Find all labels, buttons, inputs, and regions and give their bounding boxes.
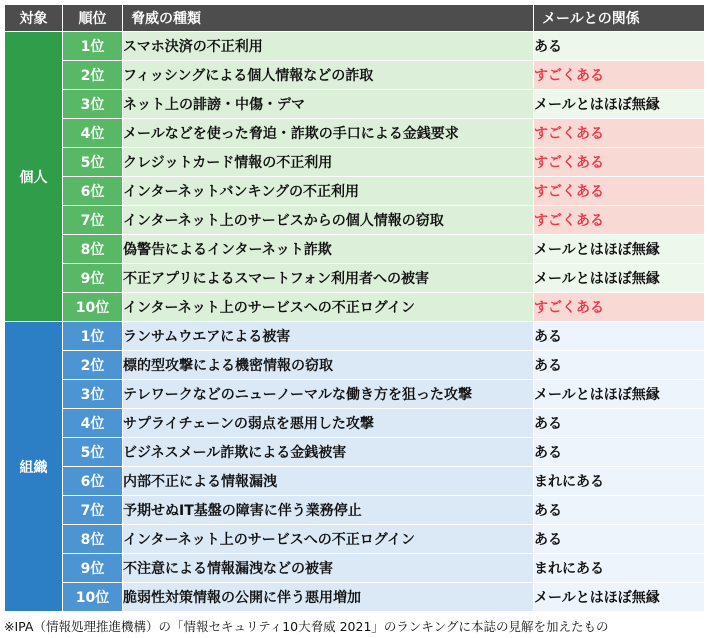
table-row: [5, 322, 705, 351]
relation-cell: ある: [534, 409, 705, 438]
relation-cell: ある: [534, 351, 705, 380]
table-header: [5, 5, 705, 32]
relation-cell-highlight: すごくある: [534, 293, 705, 322]
rank-cell: 1位: [63, 32, 123, 61]
table-row: [5, 554, 705, 583]
threat-cell: ランサムウエアによる被害: [123, 322, 534, 351]
rank-cell: 5位: [63, 438, 123, 467]
rank-cell: 8位: [63, 235, 123, 264]
threat-cell: クレジットカード情報の不正利用: [123, 148, 534, 177]
threat-cell: テレワークなどのニューノーマルな働き方を狙った攻撃: [123, 380, 534, 409]
relation-cell: メールとはほぼ無縁: [534, 264, 705, 293]
table-row: [5, 409, 705, 438]
table-row: [5, 235, 705, 264]
rank-cell: 6位: [63, 467, 123, 496]
relation-cell: メールとはほぼ無縁: [534, 235, 705, 264]
rank-cell: 10位: [63, 583, 123, 612]
relation-cell: まれにある: [534, 554, 705, 583]
threat-cell: インターネット上のサービスへの不正ログイン: [123, 525, 534, 554]
threat-cell: 標的型攻撃による機密情報の窃取: [123, 351, 534, 380]
threat-cell: インターネット上のサービスへの不正ログイン: [123, 293, 534, 322]
group-label-personal: 個人: [5, 32, 63, 322]
threat-cell: 不注意による情報漏洩などの被害: [123, 554, 534, 583]
table-row: [5, 583, 705, 612]
threat-cell: 内部不正による情報漏洩: [123, 467, 534, 496]
relation-cell-highlight: すごくある: [534, 206, 705, 235]
rank-cell: 3位: [63, 90, 123, 119]
relation-cell-highlight: すごくある: [534, 148, 705, 177]
rank-cell: 9位: [63, 554, 123, 583]
header-row: [5, 5, 705, 32]
rank-cell: 2位: [63, 61, 123, 90]
threat-cell: 偽警告によるインターネット詐欺: [123, 235, 534, 264]
relation-cell: ある: [534, 438, 705, 467]
table-row: [5, 206, 705, 235]
rank-cell: 4位: [63, 119, 123, 148]
threat-cell: 不正アプリによるスマートフォン利用者への被害: [123, 264, 534, 293]
rank-cell: 4位: [63, 409, 123, 438]
relation-cell: メールとはほぼ無縁: [534, 380, 705, 409]
threat-cell: サプライチェーンの弱点を悪用した攻撃: [123, 409, 534, 438]
rank-cell: 7位: [63, 206, 123, 235]
threat-cell: ネット上の誹謗・中傷・デマ: [123, 90, 534, 119]
threat-cell: 脆弱性対策情報の公開に伴う悪用増加: [123, 583, 534, 612]
table-row: [5, 351, 705, 380]
relation-cell: ある: [534, 322, 705, 351]
rank-cell: 2位: [63, 351, 123, 380]
header-target: 対象: [5, 5, 63, 32]
relation-cell: ある: [534, 525, 705, 554]
header-relation: メールとの関係: [534, 5, 705, 32]
rank-cell: 7位: [63, 496, 123, 525]
table-row: [5, 467, 705, 496]
table-row: [5, 177, 705, 206]
threat-cell: 予期せぬIT基盤の障害に伴う業務停止: [123, 496, 534, 525]
relation-cell-highlight: すごくある: [534, 119, 705, 148]
rank-cell: 3位: [63, 380, 123, 409]
threat-cell: インターネットバンキングの不正利用: [123, 177, 534, 206]
table-row: [5, 90, 705, 119]
rank-cell: 6位: [63, 177, 123, 206]
table-row: [5, 148, 705, 177]
rank-cell: 9位: [63, 264, 123, 293]
rank-cell: 8位: [63, 525, 123, 554]
relation-cell: メールとはほぼ無縁: [534, 583, 705, 612]
relation-cell: ある: [534, 496, 705, 525]
threat-cell: ビジネスメール詐欺による金銭被害: [123, 438, 534, 467]
threat-cell: スマホ決済の不正利用: [123, 32, 534, 61]
relation-cell: メールとはほぼ無縁: [534, 90, 705, 119]
footnote: ※IPA（情報処理推進機構）の「情報セキュリティ10大脅威 2021」のランキングに本誌の見解を加えたもの: [4, 619, 609, 634]
relation-cell-highlight: すごくある: [534, 61, 705, 90]
table-row: [5, 119, 705, 148]
table-row: [5, 264, 705, 293]
table-row: [5, 496, 705, 525]
table-row: [5, 380, 705, 409]
rank-cell: 1位: [63, 322, 123, 351]
threat-cell: インターネット上のサービスからの個人情報の窃取: [123, 206, 534, 235]
table-row: [5, 525, 705, 554]
rank-cell: 5位: [63, 148, 123, 177]
table-row: [5, 293, 705, 322]
relation-cell: まれにある: [534, 467, 705, 496]
relation-cell-highlight: すごくある: [534, 177, 705, 206]
threat-cell: フィッシングによる個人情報などの詐取: [123, 61, 534, 90]
header-rank: 順位: [63, 5, 123, 32]
table-row: [5, 32, 705, 61]
threat-ranking-table: [4, 4, 705, 612]
table-body: [5, 32, 705, 612]
relation-cell: ある: [534, 32, 705, 61]
rank-cell: 10位: [63, 293, 123, 322]
header-threat: 脅威の種類: [123, 5, 534, 32]
table-row: [5, 438, 705, 467]
table-row: [5, 61, 705, 90]
group-label-org: 組織: [5, 322, 63, 612]
threat-cell: メールなどを使った脅迫・詐欺の手口による金銭要求: [123, 119, 534, 148]
